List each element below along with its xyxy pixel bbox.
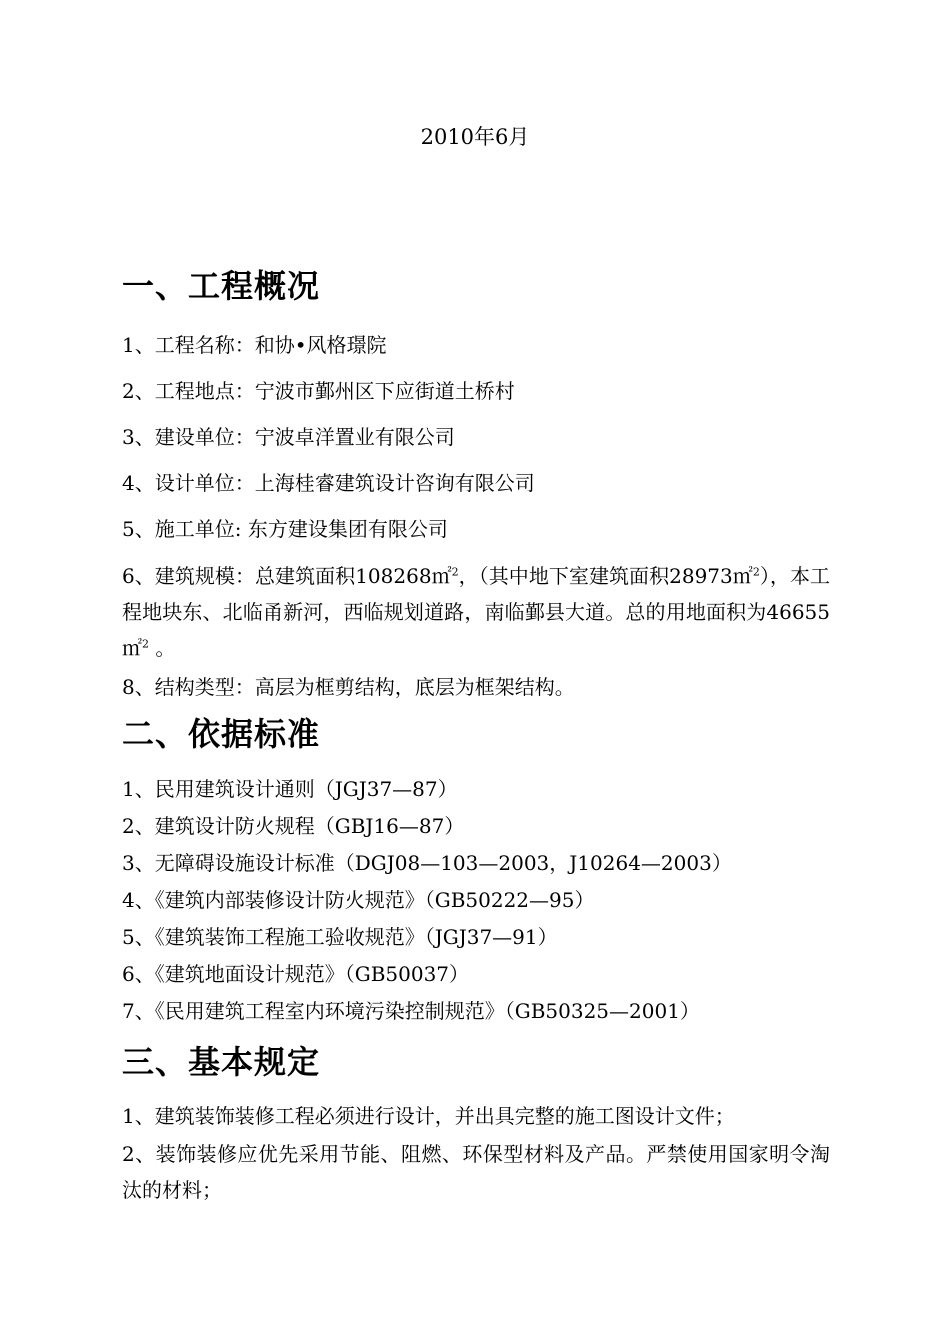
standard-item-1: 1、民用建筑设计通则（JGJ37—87）: [122, 777, 458, 801]
scale-text-part1: 6、建筑规模：总建筑面积108268㎡: [122, 564, 452, 588]
section-heading-standards: 二、依据标准: [122, 715, 321, 753]
overview-item-contractor: 5、施工单位: 东方建设集团有限公司: [122, 517, 448, 541]
scale-text-part2: ，（其中地下室建筑面积28973㎡: [458, 564, 753, 588]
standard-item-6: 6、《建筑地面设计规范》（GB50037）: [122, 962, 470, 986]
overview-item-building-scale: [122, 558, 830, 666]
standard-item-5: 5、《建筑装饰工程施工验收规范》（JGJ37—91）: [122, 925, 558, 949]
scale-superscript-3: 2: [142, 637, 149, 651]
standard-item-2: 2、建筑设计防火规程（GBJ16—87）: [122, 814, 465, 838]
scale-text-part3: ），本工程地块东、北临甬新河，西临规划道路，南临鄞县大道。总的用地面积为46655㎡: [122, 564, 831, 660]
standard-item-7: 7、《民用建筑工程室内环境污染控制规范》（GB50325—2001）: [122, 999, 700, 1023]
overview-item-designer: 4、设计单位：上海桂睿建筑设计咨询有限公司: [122, 471, 535, 495]
rule-item-2: 2、装饰装修应优先采用节能、阻燃、环保型材料及产品。严禁使用国家明令淘汰的材料；: [122, 1142, 830, 1202]
overview-item-project-name: 1、工程名称：和协•风格璟院: [122, 333, 387, 357]
document-date: 2010年6月: [420, 125, 530, 149]
rule-item-1: 1、建筑装饰装修工程必须进行设计，并出具完整的施工图设计文件；: [122, 1104, 735, 1128]
section-heading-overview: 一、工程概况: [122, 267, 321, 305]
scale-text-part4: 。: [149, 636, 176, 660]
overview-item-developer: 3、建设单位：宁波卓洋置业有限公司: [122, 425, 455, 449]
overview-item-structure-type: 8、结构类型：高层为框剪结构，底层为框架结构。: [122, 675, 575, 699]
overview-item-location: 2、工程地点：宁波市鄞州区下应街道土桥村: [122, 379, 515, 403]
standard-item-3: 3、无障碍设施设计标准（DGJ08—103—2003，J10264—2003）: [122, 851, 732, 875]
section-heading-basic-rules: 三、基本规定: [122, 1043, 321, 1081]
scale-superscript-2: 2: [752, 565, 760, 579]
scale-superscript-1: 2: [451, 565, 459, 579]
standard-item-4: 4、《建筑内部装修设计防火规范》（GB50222—95）: [122, 888, 595, 912]
